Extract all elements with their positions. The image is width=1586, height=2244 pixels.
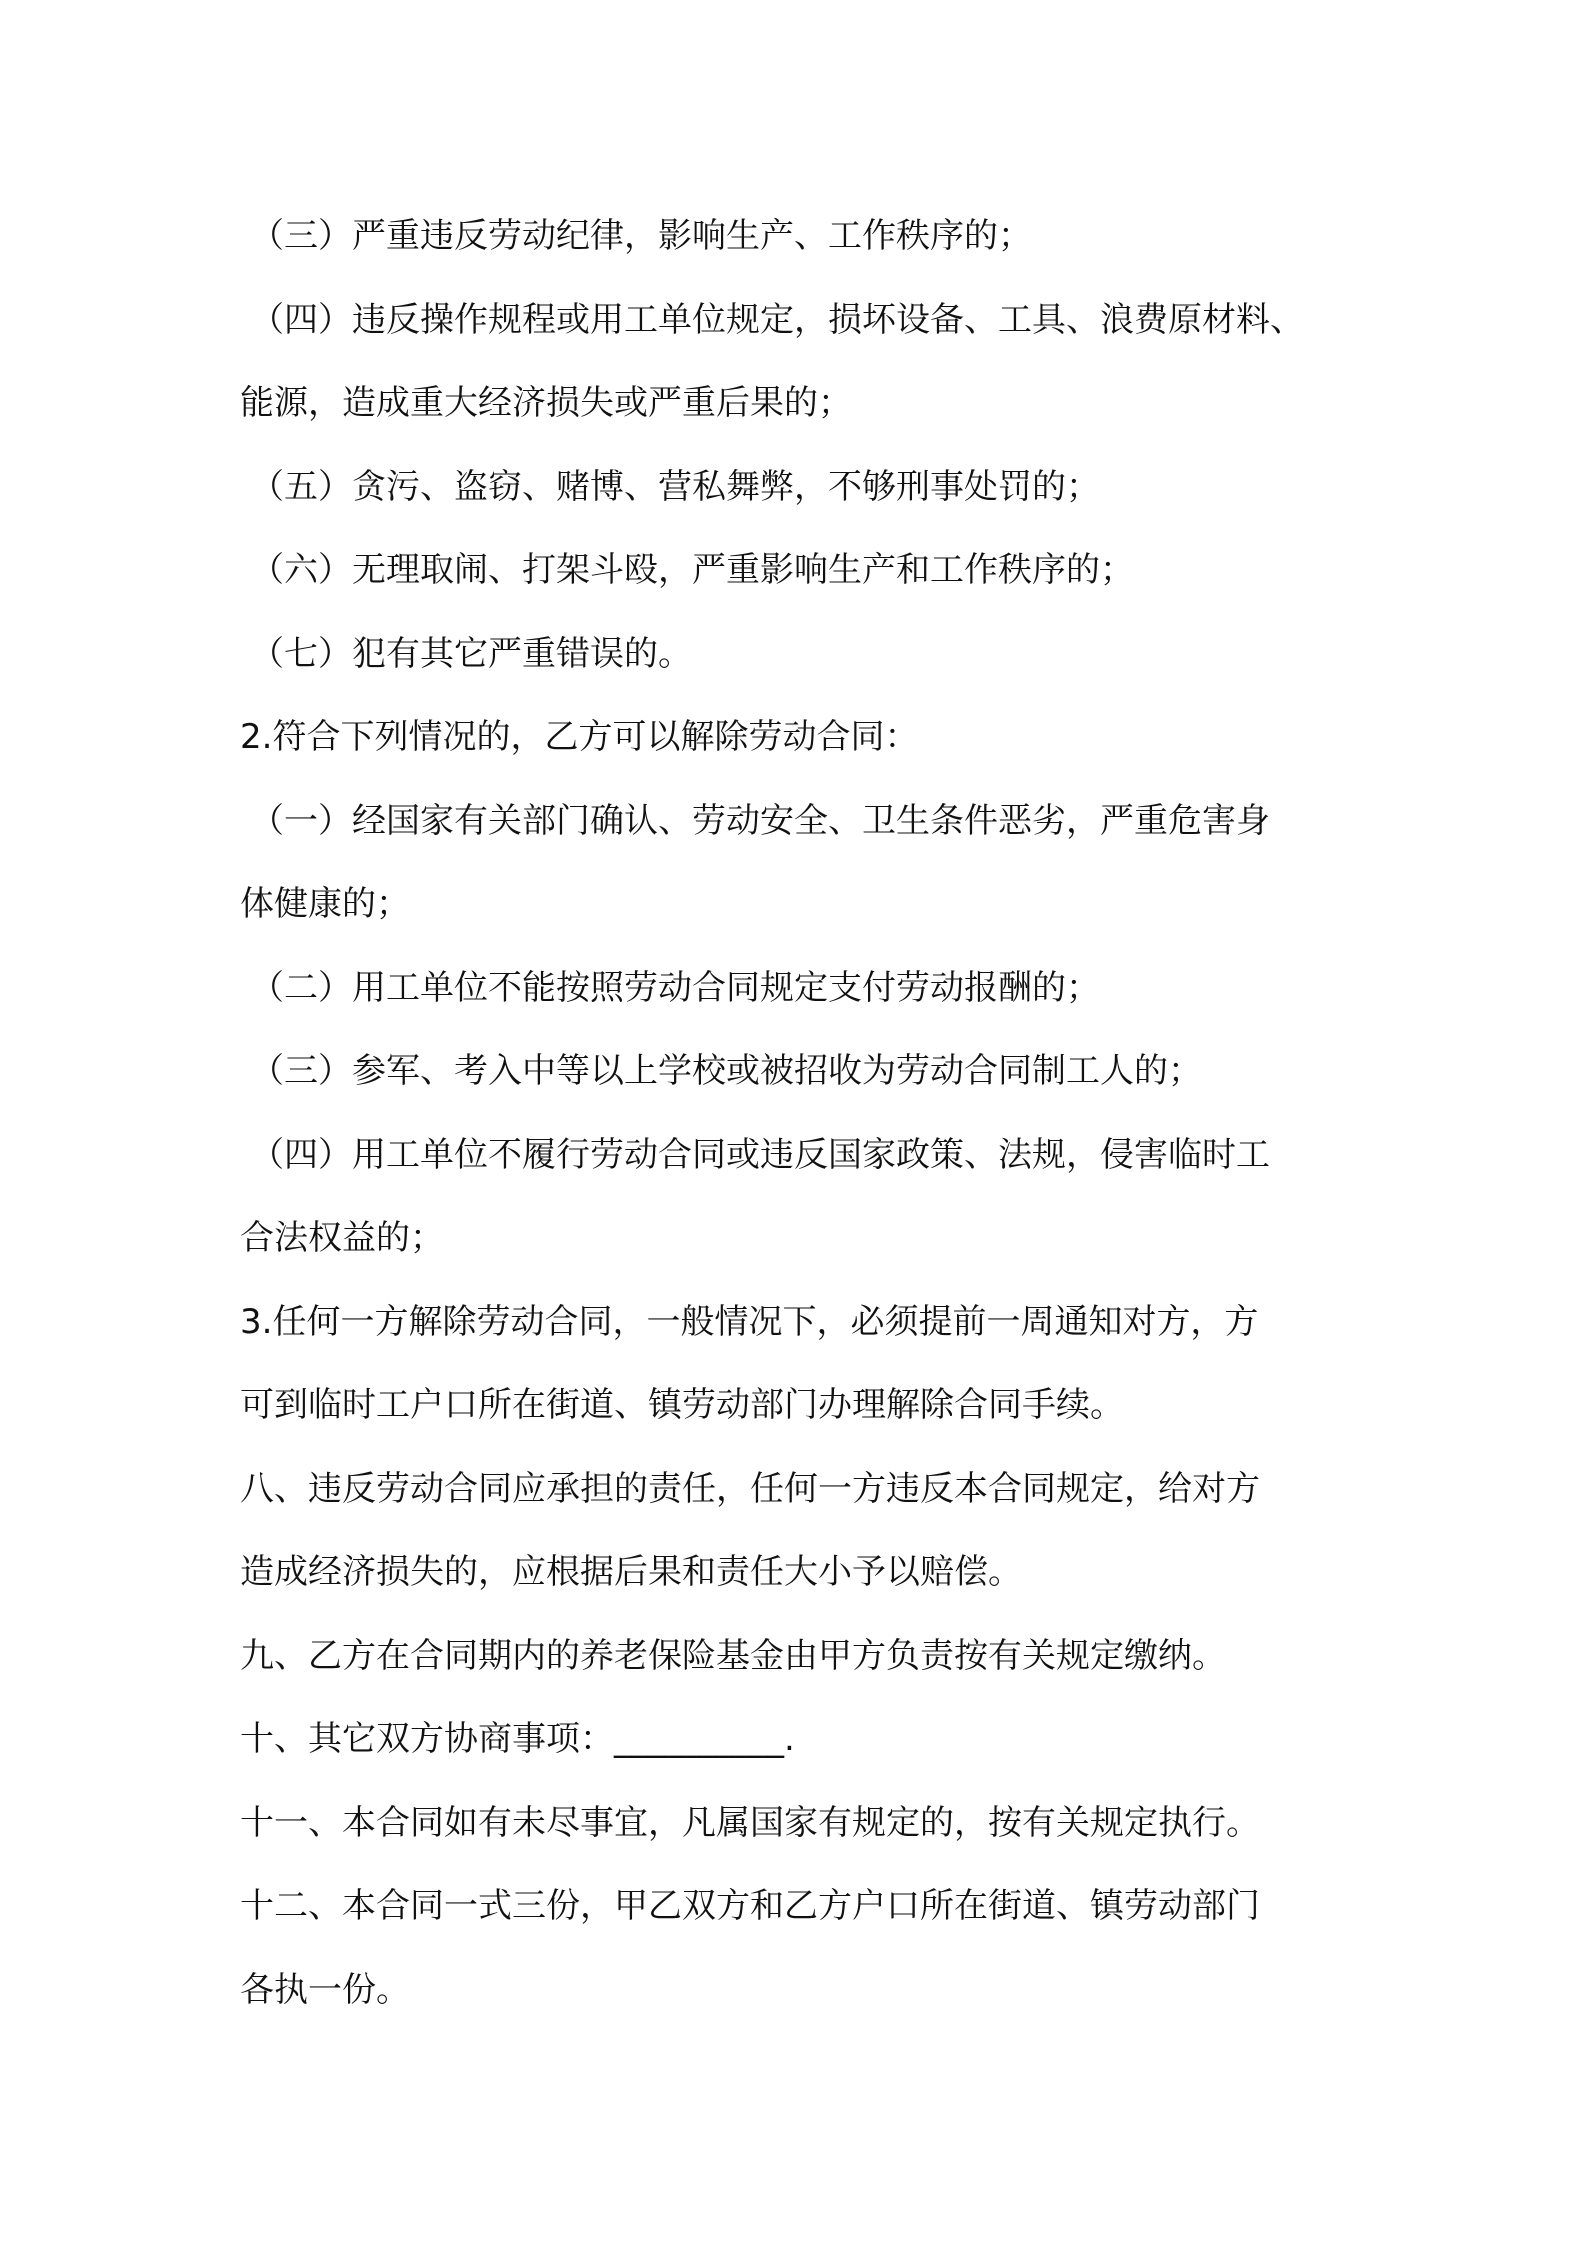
contract-text-body xyxy=(240,195,1360,2032)
article-8-paragraph-continued: 造成经济损失的，应根据后果和责任大小予以赔偿。 xyxy=(240,1552,1022,1592)
clause-item-3: （三）严重违反劳动纪律，影响生产、工作秩序的； xyxy=(250,216,1032,256)
clause-item-6: （六）无理取闹、打架斗殴，严重影响生产和工作秩序的； xyxy=(250,550,1134,590)
section-2-heading: 2.符合下列情况的，乙方可以解除劳动合同： xyxy=(240,717,919,757)
clause-item-7: （七）犯有其它严重错误的。 xyxy=(250,633,692,674)
article-12-paragraph: 十二、本合同一式三份，甲乙双方和乙方户口所在街道、镇劳动部门 xyxy=(240,1886,1260,1926)
section-2-item-4: （四）用工单位不履行劳动合同或违反国家政策、法规，侵害临时工 xyxy=(250,1134,1270,1175)
article-9-paragraph: 九、乙方在合同期内的养老保险基金由甲方负责按有关规定缴纳。 xyxy=(240,1635,1226,1676)
article-11-paragraph: 十一、本合同如有未尽事宜，凡属国家有规定的，按有关规定执行。 xyxy=(240,1802,1260,1843)
section-2-item-3: （三）参军、考入中等以上学校或被招收为劳动合同制工人的； xyxy=(250,1051,1202,1091)
section-2-item-1-continued: 体健康的； xyxy=(240,884,410,924)
clause-item-4: （四）违反操作规程或用工单位规定，损坏设备、工具、浪费原材料、 xyxy=(250,299,1304,340)
section-2-item-4-continued: 合法权益的； xyxy=(240,1218,444,1258)
section-2-item-1: （一）经国家有关部门确认、劳动安全、卫生条件恶劣，严重危害身 xyxy=(250,800,1270,841)
clause-item-5: （五）贪污、盗窃、赌博、营私舞弊，不够刑事处罚的； xyxy=(250,466,1100,507)
article-10-paragraph: 十、其它双方协商事项：__________. xyxy=(240,1719,795,1759)
section-3-paragraph: 3.任何一方解除劳动合同，一般情况下，必须提前一周通知对方，方 xyxy=(240,1301,1259,1342)
section-3-paragraph-continued: 可到临时工户口所在街道、镇劳动部门办理解除合同手续。 xyxy=(240,1385,1124,1425)
section-2-item-2: （二）用工单位不能按照劳动合同规定支付劳动报酬的； xyxy=(250,967,1100,1008)
article-12-paragraph-continued: 各执一份。 xyxy=(240,1969,410,2010)
clause-item-4-continued: 能源，造成重大经济损失或严重后果的； xyxy=(240,383,852,423)
article-8-paragraph: 八、违反劳动合同应承担的责任，任何一方违反本合同规定，给对方 xyxy=(240,1468,1260,1509)
